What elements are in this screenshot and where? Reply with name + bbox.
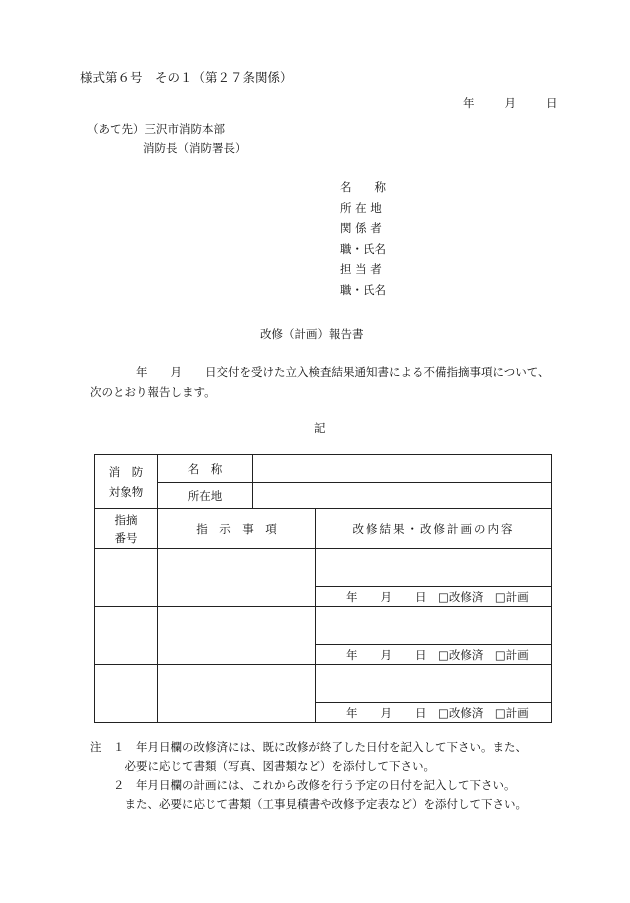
row-2-check-done: □改修済 [438, 647, 484, 662]
addressee: （あて先）三沢市消防本部 [87, 122, 225, 136]
row-3-instruction [158, 665, 316, 723]
ki-heading: 記 [314, 421, 326, 435]
body-text: 年 月 日交付を受けた立入検査結果通知書による不備指摘事項について、次のとおり報告します。 [90, 365, 550, 399]
row-2-date-text: 年 月 日 [346, 647, 427, 662]
row-3-content [316, 665, 552, 703]
row-3-check-done: □改修済 [438, 705, 484, 720]
item-number-label: 指摘 番号 [95, 509, 158, 549]
object-address-label: 所在地 [158, 483, 253, 509]
label-name: 名 称 [340, 180, 386, 194]
report-date [463, 95, 558, 111]
row-2-instruction [158, 607, 316, 665]
date-day: 日 [546, 96, 558, 110]
object-address-value [253, 483, 552, 509]
row-3-check-plan: □計画 [494, 705, 529, 720]
row-1-date [316, 587, 552, 607]
row-1-date-text: 年 月 日 [346, 589, 427, 604]
row-1-check-plan: □計画 [494, 589, 529, 604]
row-2-number [95, 607, 158, 665]
note-2-line-2: また、必要に応じて書類（工事見積書や改修予定表など）を添付して下さい。 [90, 797, 527, 811]
label-position-name: 職・氏名 [340, 241, 386, 256]
addressee-chief: 消防長（消防署長） [143, 141, 247, 155]
fire-object-label: 消 防 対象物 [95, 455, 158, 509]
date-year: 年 [463, 96, 475, 110]
applicant-labels [340, 177, 386, 300]
instruction-label: 指 示 事 項 [158, 509, 316, 549]
row-3-date-text: 年 月 日 [346, 705, 427, 720]
row-1-instruction [158, 549, 316, 607]
note-1-line-2: 必要に応じて書類（写真、図書類など）を添付して下さい。 [90, 759, 435, 773]
row-3-number [95, 665, 158, 723]
row-3-date [316, 703, 552, 723]
object-name-label: 名 称 [158, 455, 253, 483]
row-1-number [95, 549, 158, 607]
row-2-content [316, 607, 552, 645]
label-related-person: 関 係 者 [340, 221, 382, 235]
row-1-check-done: □改修済 [438, 589, 484, 604]
result-label: 改修結果・改修計画の内容 [316, 509, 552, 549]
row-2-date [316, 645, 552, 665]
row-2-check-plan: □計画 [494, 647, 529, 662]
label-position-name-2: 職・氏名 [340, 282, 386, 297]
label-person-in-charge: 担 当 者 [340, 262, 382, 276]
report-table [94, 454, 552, 723]
object-name-value [253, 455, 552, 483]
label-location: 所 在 地 [340, 200, 382, 215]
form-number: 様式第６号 その１（第２７条関係） [80, 70, 293, 85]
document-title: 改修（計画）報告書 [260, 327, 364, 341]
date-month: 月 [504, 96, 516, 110]
note-1-line-1: 注 １ 年月日欄の改修済には、既に改修が終了した日付を記入して下さい。また、 [90, 740, 527, 754]
note-2-line-1: ２ 年月日欄の計画には、これから改修を行う予定の日付を記入して下さい。 [90, 778, 516, 792]
row-1-content [316, 549, 552, 587]
